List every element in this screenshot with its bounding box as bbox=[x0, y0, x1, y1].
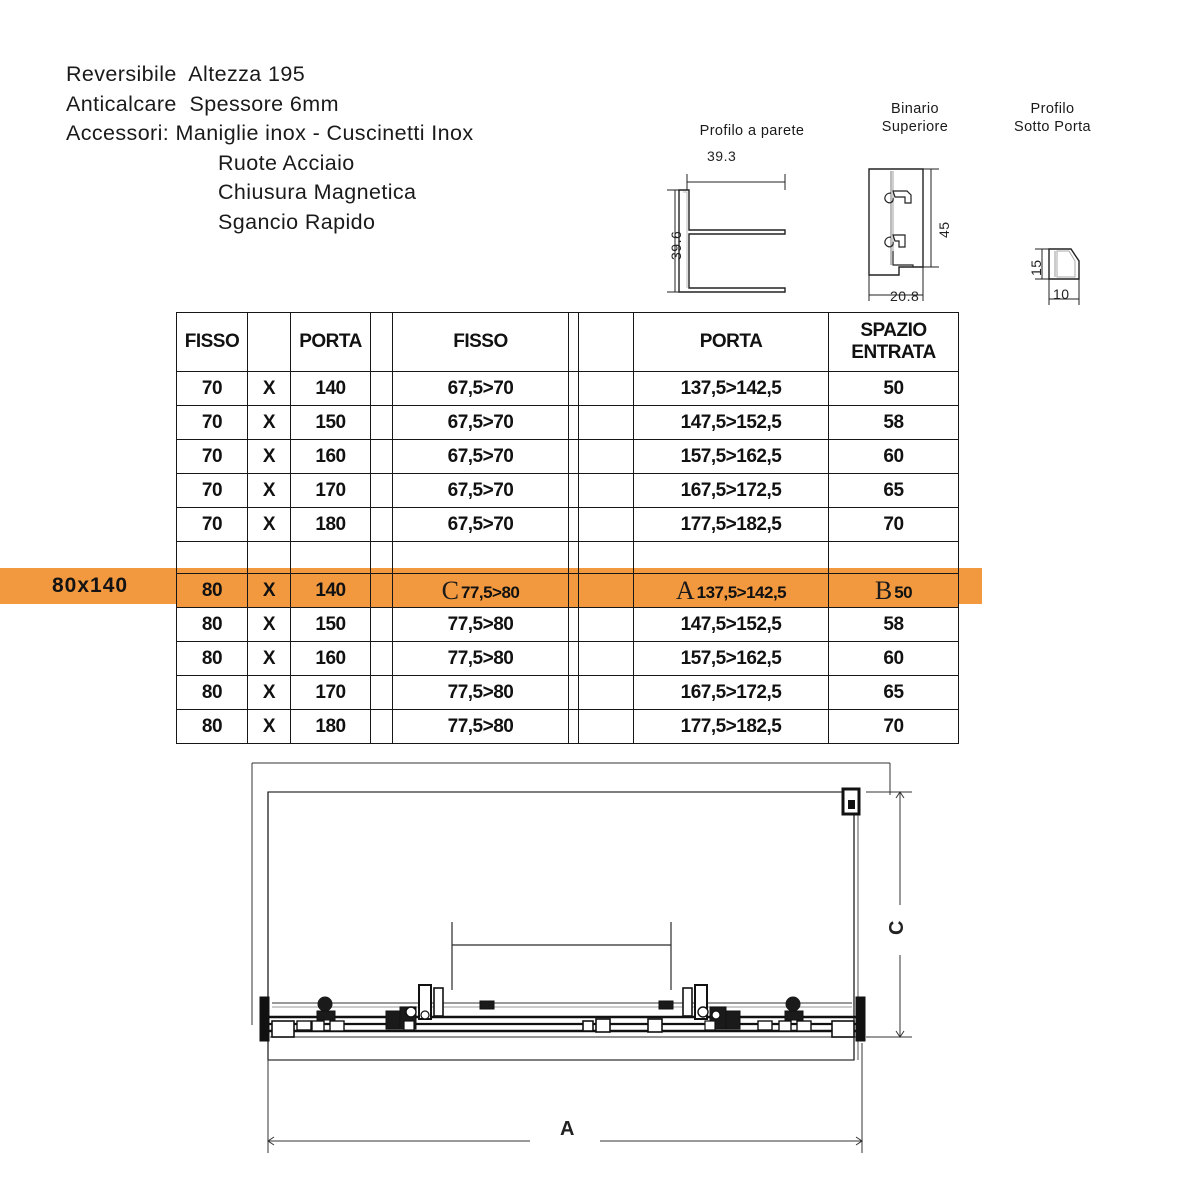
cell-fisso: 80 bbox=[177, 710, 248, 744]
cell-fisso-value: 67,5>70 bbox=[393, 372, 569, 406]
cell-fisso-value: 77,5>80 bbox=[393, 676, 569, 710]
header-spazio-line1: SPAZIO bbox=[860, 320, 927, 341]
table-row bbox=[177, 676, 959, 710]
cell-porta: 180 bbox=[291, 508, 371, 542]
cell-gap1 bbox=[371, 406, 393, 440]
cell-porta: 170 bbox=[291, 676, 371, 710]
cell-gap1 bbox=[371, 440, 393, 474]
cell-spazio-text: 50 bbox=[894, 582, 913, 602]
cell-fisso: 70 bbox=[177, 474, 248, 508]
header-porta: PORTA bbox=[291, 313, 371, 372]
cell-fisso-value: 77,5>80 bbox=[393, 642, 569, 676]
cell-porta: 140 bbox=[291, 574, 371, 608]
cell-gap1 bbox=[371, 474, 393, 508]
table-row bbox=[177, 474, 959, 508]
cell-porta-value-text: 137,5>142,5 bbox=[696, 582, 787, 602]
cell-porta: 150 bbox=[291, 406, 371, 440]
cell-fisso: 80 bbox=[177, 574, 248, 608]
cell-gap1 bbox=[371, 574, 393, 608]
cell-spazio: 58 bbox=[829, 406, 959, 440]
dim-label-binario-height: 45 bbox=[936, 221, 952, 238]
cell-porta: 180 bbox=[291, 710, 371, 744]
cell-porta-value: 147,5>152,5 bbox=[634, 406, 829, 440]
header-x bbox=[248, 313, 291, 372]
cell-porta: 150 bbox=[291, 608, 371, 642]
highlight-size-label: 80x140 bbox=[52, 574, 129, 597]
cell-x: X bbox=[248, 372, 291, 406]
cell-porta-value: 157,5>162,5 bbox=[634, 642, 829, 676]
cell-porta-value bbox=[634, 574, 829, 608]
profile-caption-binario-line1: Binario bbox=[891, 101, 939, 117]
specification-text-block bbox=[66, 60, 686, 237]
cell-spazio: 65 bbox=[829, 676, 959, 710]
cell-porta-value: 157,5>162,5 bbox=[634, 440, 829, 474]
cell-gap2 bbox=[569, 676, 579, 710]
dimensions-table bbox=[176, 312, 959, 744]
spec-line-chiusura: Chiusura Magnetica bbox=[218, 180, 417, 204]
cell-blank bbox=[371, 542, 393, 574]
tag-c: C bbox=[441, 575, 459, 605]
profile-drawing-binario-superiore bbox=[855, 155, 985, 310]
cell-blank bbox=[569, 542, 579, 574]
header-gap1 bbox=[371, 313, 393, 372]
cell-fisso: 80 bbox=[177, 642, 248, 676]
table-blank-row bbox=[177, 542, 959, 574]
tag-a: A bbox=[675, 575, 695, 605]
cell-fisso: 70 bbox=[177, 440, 248, 474]
table-row bbox=[177, 642, 959, 676]
dim-label-parete-height: 39.6 bbox=[668, 230, 684, 260]
dim-label-parete-width: 39.3 bbox=[707, 148, 737, 164]
cell-spazio: 60 bbox=[829, 440, 959, 474]
cell-fisso-value: 67,5>70 bbox=[393, 474, 569, 508]
cell-fisso-value: 77,5>80 bbox=[393, 710, 569, 744]
cell-gap2 bbox=[569, 406, 579, 440]
cell-blank bbox=[829, 542, 959, 574]
cell-gap2 bbox=[569, 608, 579, 642]
cell-x: X bbox=[248, 574, 291, 608]
profile-caption-sotto-line2: Sotto Porta bbox=[1014, 119, 1091, 135]
header-fisso-value: FISSO bbox=[393, 313, 569, 372]
spec-line-ruote: Ruote Acciaio bbox=[218, 150, 355, 175]
profile-caption-binario-line2: Superiore bbox=[881, 119, 949, 135]
cell-spazio: 60 bbox=[829, 642, 959, 676]
cell-porta-value: 167,5>172,5 bbox=[634, 676, 829, 710]
cell-porta-value: 147,5>152,5 bbox=[634, 608, 829, 642]
cell-blank bbox=[579, 542, 634, 574]
dim-label-binario-width: 20.8 bbox=[890, 288, 920, 304]
cell-gap2 bbox=[569, 508, 579, 542]
header-gap2 bbox=[569, 313, 579, 372]
cell-porta-value: 177,5>182,5 bbox=[634, 710, 829, 744]
cell-fisso: 80 bbox=[177, 608, 248, 642]
header-spazio-entrata bbox=[829, 313, 959, 372]
cell-fisso-value: 67,5>70 bbox=[393, 406, 569, 440]
cell-fisso-value-text: 77,5>80 bbox=[460, 582, 520, 602]
cell-gap2 bbox=[569, 372, 579, 406]
cell-fisso-value: 67,5>70 bbox=[393, 508, 569, 542]
cell-porta-value: 177,5>182,5 bbox=[634, 508, 829, 542]
header-spazio-line2: ENTRATA bbox=[851, 342, 936, 363]
cell-gap1 bbox=[371, 710, 393, 744]
table-row bbox=[177, 608, 959, 642]
cell-fisso: 70 bbox=[177, 406, 248, 440]
enclosure-elevation-svg bbox=[0, 745, 1200, 1200]
cell-x: X bbox=[248, 710, 291, 744]
cell-blank bbox=[177, 542, 248, 574]
cell-spazio bbox=[829, 574, 959, 608]
cell-x: X bbox=[248, 676, 291, 710]
profile-caption-sotto-line1: Profilo bbox=[1030, 101, 1075, 117]
cell-blank bbox=[248, 542, 291, 574]
header-fisso: FISSO bbox=[177, 313, 248, 372]
cell-x: X bbox=[248, 508, 291, 542]
dim-label-sotto-width: 10 bbox=[1053, 286, 1070, 302]
sotto-porta-svg bbox=[1005, 235, 1115, 315]
cell-blank bbox=[634, 542, 829, 574]
table-row-highlighted bbox=[177, 574, 959, 608]
cell-porta-value: 137,5>142,5 bbox=[634, 372, 829, 406]
cell-gap1 bbox=[371, 642, 393, 676]
cell-blank bbox=[393, 542, 569, 574]
table-row bbox=[177, 508, 959, 542]
dim-label-c-wrapper bbox=[886, 920, 908, 958]
cell-gap2 bbox=[569, 710, 579, 744]
spec-line-anticalcare: Anticalcare Spessore 6mm bbox=[66, 91, 339, 116]
cell-gap1 bbox=[371, 508, 393, 542]
header-porta-value: PORTA bbox=[634, 313, 829, 372]
cell-fisso-value: 77,5>80 bbox=[393, 608, 569, 642]
cell-gap3 bbox=[579, 440, 634, 474]
cell-gap2 bbox=[569, 642, 579, 676]
cell-porta: 160 bbox=[291, 440, 371, 474]
tag-b: B bbox=[874, 575, 893, 605]
cell-gap3 bbox=[579, 574, 634, 608]
cell-porta: 140 bbox=[291, 372, 371, 406]
cell-spazio: 70 bbox=[829, 710, 959, 744]
table-row bbox=[177, 710, 959, 744]
spec-line-accessori: Accessori: Maniglie inox - Cuscinetti Inox bbox=[66, 121, 474, 145]
cell-gap3 bbox=[579, 710, 634, 744]
cell-porta-value: 167,5>172,5 bbox=[634, 474, 829, 508]
profile-caption-sotto-porta bbox=[990, 100, 1115, 136]
cell-gap2 bbox=[569, 574, 579, 608]
cell-gap2 bbox=[569, 474, 579, 508]
cell-gap1 bbox=[371, 372, 393, 406]
spec-line-reversibile: Reversibile Altezza 195 bbox=[66, 62, 306, 86]
cell-fisso: 70 bbox=[177, 372, 248, 406]
cell-fisso: 70 bbox=[177, 508, 248, 542]
dim-label-sotto-height: 15 bbox=[1028, 259, 1044, 276]
cell-fisso-value bbox=[393, 574, 569, 608]
cell-porta: 160 bbox=[291, 642, 371, 676]
table-row bbox=[177, 440, 959, 474]
dim-label-c: C bbox=[886, 920, 908, 935]
cell-gap3 bbox=[579, 474, 634, 508]
cell-x: X bbox=[248, 642, 291, 676]
cell-x: X bbox=[248, 440, 291, 474]
cell-blank bbox=[291, 542, 371, 574]
profile-caption-a-parete: Profilo a parete bbox=[699, 123, 805, 139]
cell-gap3 bbox=[579, 642, 634, 676]
cell-gap3 bbox=[579, 676, 634, 710]
cell-gap3 bbox=[579, 406, 634, 440]
cell-gap3 bbox=[579, 372, 634, 406]
dim-label-a: A bbox=[560, 1118, 575, 1140]
header-gap3 bbox=[579, 313, 634, 372]
binario-superiore-svg bbox=[855, 155, 985, 305]
cell-spazio: 50 bbox=[829, 372, 959, 406]
table-row bbox=[177, 406, 959, 440]
table-header-row bbox=[177, 313, 959, 372]
profile-drawing-sotto-porta bbox=[1005, 235, 1115, 320]
cell-gap2 bbox=[569, 440, 579, 474]
cell-fisso: 80 bbox=[177, 676, 248, 710]
cell-gap1 bbox=[371, 608, 393, 642]
table-row bbox=[177, 372, 959, 406]
cell-spazio: 58 bbox=[829, 608, 959, 642]
cell-spazio: 65 bbox=[829, 474, 959, 508]
cell-gap3 bbox=[579, 508, 634, 542]
cell-porta: 170 bbox=[291, 474, 371, 508]
cell-x: X bbox=[248, 406, 291, 440]
cell-gap1 bbox=[371, 676, 393, 710]
cell-x: X bbox=[248, 474, 291, 508]
shower-enclosure-drawing bbox=[0, 745, 1200, 1200]
profile-caption-binario-superiore bbox=[860, 100, 970, 136]
cell-spazio: 70 bbox=[829, 508, 959, 542]
spec-line-sgancio: Sgancio Rapido bbox=[218, 209, 376, 234]
cell-gap3 bbox=[579, 608, 634, 642]
cell-fisso-value: 67,5>70 bbox=[393, 440, 569, 474]
cell-x: X bbox=[248, 608, 291, 642]
